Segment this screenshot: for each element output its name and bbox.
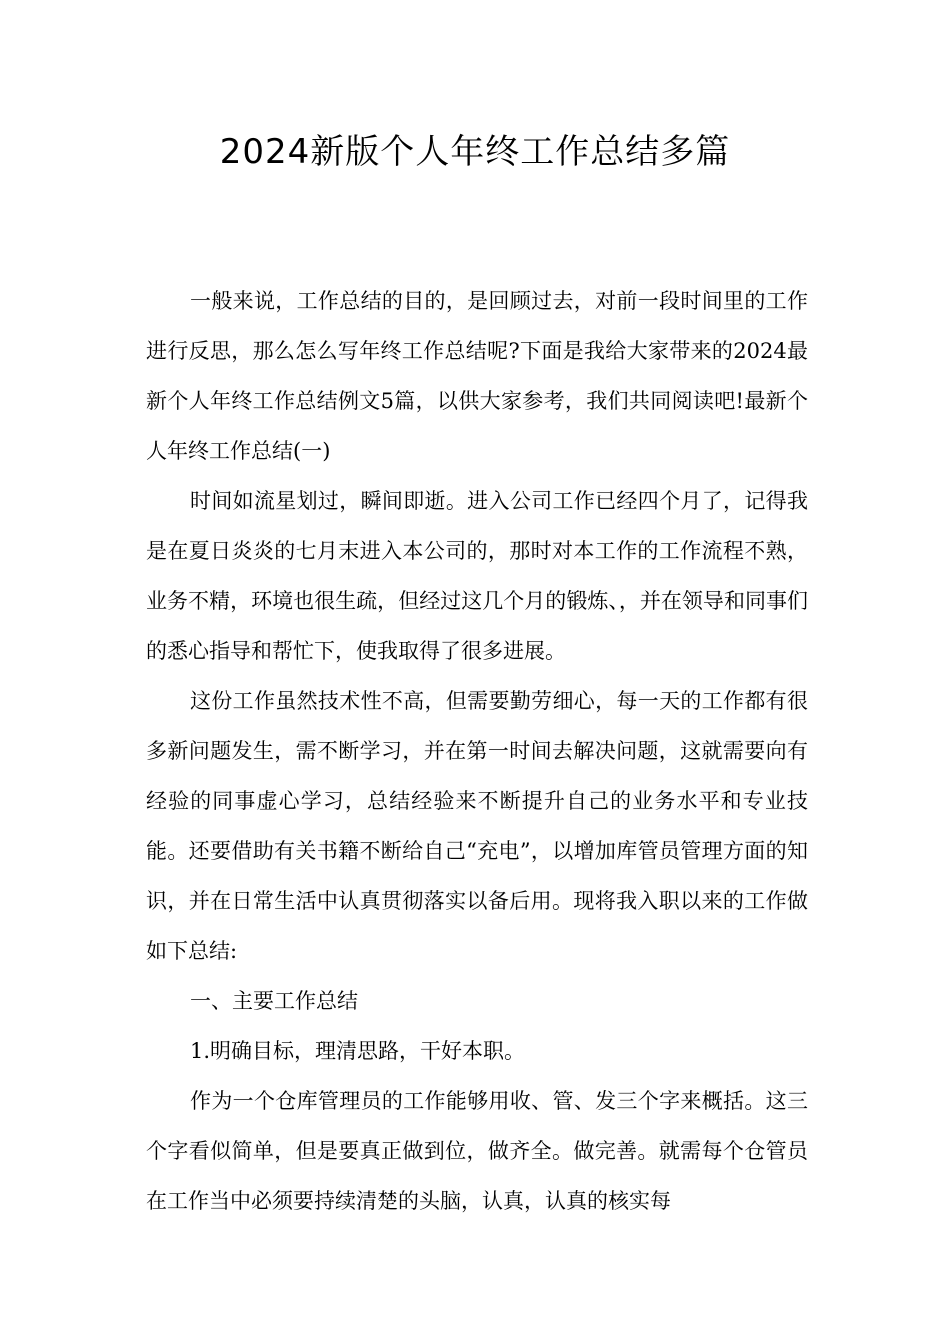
paragraph-warehouse: 作为一个仓库管理员的工作能够用收、管、发三个字来概括。这三个字看似简单，但是要真正做到位，做齐全。做完善。就需每个仓管员在工作当中必须要持续清楚的头脑，认真，认真的核实每 [146,1089,808,1213]
paragraph-time: 时间如流星划过，瞬间即逝。进入公司工作已经四个月了，记得我是在夏日炎炎的七月末进入本公司的，那时对本工作的工作流程不熟，业务不精，环境也很生疏，但经过这几个月的锻炼、，并在领导和同事们的悉心指导和帮忙下，使我取得了很多进展。 [146,489,808,663]
section-heading-main-work: 一、主要工作总结 [190,989,358,1013]
paragraph-work-nature: 这份工作虽然技术性不高，但需要勤劳细心，每一天的工作都有很多新问题发生，需不断学习，并在第一时间去解决问题，这就需要向有经验的同事虚心学习，总结经验来不断提升自己的业务水平和专业技能。还要借助有关书籍不断给自己“充电”，以增加库管员管理方面的知识，并在日常生活中认真贯彻落实以备后用。现将我入职以来的工作做如下总结: [146,689,808,963]
document-body [146,276,808,1226]
paragraph-intro: 一般来说，工作总结的目的，是回顾过去，对前一段时间里的工作进行反思，那么怎么写年终工作总结呢?下面是我给大家带来的2024最新个人年终工作总结例文5篇，以供大家参考，我们共同阅读吧!最新个人年终工作总结(一) [146,289,808,463]
document-title: 2024新版个人年终工作总结多篇 [219,132,731,172]
subsection-heading-1: 1.明确目标，理清思路，干好本职。 [190,1039,526,1063]
